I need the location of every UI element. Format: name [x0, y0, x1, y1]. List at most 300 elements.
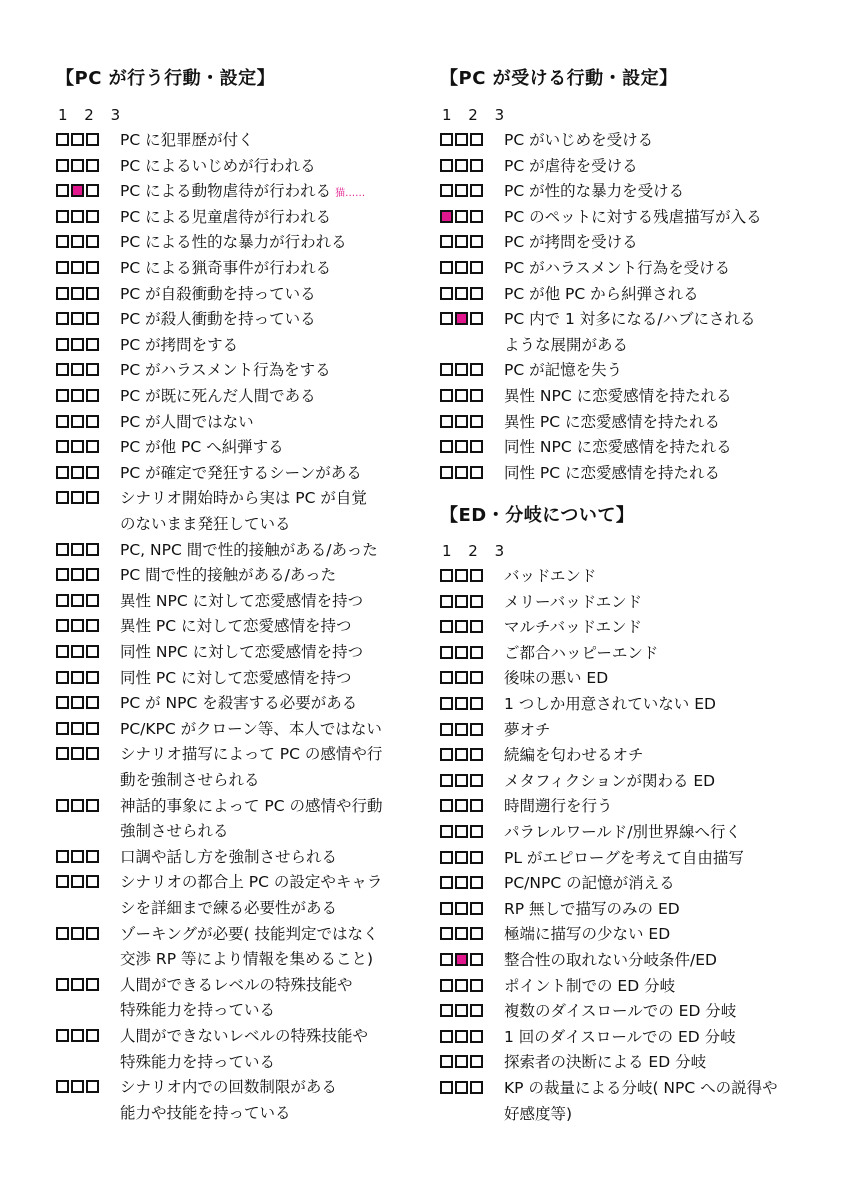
checkbox-2[interactable]: [71, 363, 84, 376]
checkbox-3[interactable]: [470, 1030, 483, 1043]
checkbox-1[interactable]: [56, 927, 69, 940]
item-text-line: ポイント制での ED 分岐: [504, 976, 676, 995]
checkbox-2[interactable]: [71, 287, 84, 300]
checkbox-1[interactable]: [56, 978, 69, 991]
checkbox-3[interactable]: [470, 569, 483, 582]
checkbox-group: [440, 440, 483, 453]
checkbox-1[interactable]: [440, 159, 453, 172]
checkbox-2[interactable]: [71, 415, 84, 428]
checkbox-1[interactable]: [440, 1030, 453, 1043]
checkbox-group: [56, 978, 99, 991]
checkbox-2[interactable]: [71, 1080, 84, 1093]
checkbox-1[interactable]: [56, 594, 69, 607]
checkbox-1[interactable]: [440, 466, 453, 479]
checkbox-1[interactable]: [56, 184, 69, 197]
checkbox-2[interactable]: [455, 1081, 468, 1094]
checkbox-3[interactable]: [470, 210, 483, 223]
checkbox-3[interactable]: [470, 825, 483, 838]
item-text-line: ご都合ハッピーエンド: [504, 643, 659, 662]
item-text: [120, 435, 440, 461]
checkbox-2[interactable]: [71, 978, 84, 991]
checkbox-2[interactable]: [71, 875, 84, 888]
item-text: [504, 615, 824, 641]
checkbox-3[interactable]: [470, 1081, 483, 1094]
checkbox-2[interactable]: [455, 440, 468, 453]
item-text-line: PC がハラスメント行為を受ける: [504, 259, 731, 277]
item-text: [120, 179, 440, 207]
checkbox-group: [440, 312, 483, 325]
checkbox-2[interactable]: [455, 595, 468, 608]
checkbox-3[interactable]: [470, 953, 483, 966]
checkbox-2[interactable]: [71, 210, 84, 223]
checkbox-2[interactable]: [455, 312, 468, 325]
checkbox-group: [56, 747, 99, 760]
checkbox-2[interactable]: [71, 645, 84, 658]
item-text-main: PC による動物虐待が行われる: [120, 182, 332, 201]
checkbox-1[interactable]: [56, 747, 69, 760]
checkbox-3[interactable]: [86, 850, 99, 863]
checkbox-2[interactable]: [71, 389, 84, 402]
item-text-line: 人間ができるレベルの特殊技能や: [120, 975, 353, 994]
item-text-line: PC, NPC 間で性的接触がある/あった: [120, 540, 378, 559]
item-text: [504, 154, 824, 180]
checkbox-1[interactable]: [440, 415, 453, 428]
checkbox-3[interactable]: [86, 568, 99, 581]
checkbox-group: [440, 184, 483, 197]
checkbox-2[interactable]: [71, 261, 84, 274]
checkbox-3[interactable]: [470, 774, 483, 787]
checkbox-3[interactable]: [470, 1004, 483, 1017]
checkbox-group: [440, 723, 483, 736]
checkbox-2[interactable]: [455, 1004, 468, 1017]
checkbox-2[interactable]: [71, 619, 84, 632]
checkbox-3[interactable]: [470, 902, 483, 915]
checkbox-group: [56, 184, 99, 197]
checkbox-group: [440, 415, 483, 428]
checkbox-2[interactable]: [455, 210, 468, 223]
checkbox-2[interactable]: [71, 747, 84, 760]
item-text: [504, 743, 824, 769]
checkbox-1[interactable]: [440, 235, 453, 248]
checkbox-2[interactable]: [455, 466, 468, 479]
checkbox-1[interactable]: [440, 646, 453, 659]
checkbox-1[interactable]: [56, 389, 69, 402]
item-text: [120, 563, 440, 589]
checkbox-3[interactable]: [86, 645, 99, 658]
checkbox-3[interactable]: [86, 799, 99, 812]
checkbox-1[interactable]: [56, 619, 69, 632]
checkbox-group: [56, 696, 99, 709]
item-text: [504, 948, 824, 974]
checkbox-3[interactable]: [86, 619, 99, 632]
item-text-line: PC が拷問を受ける: [504, 233, 638, 252]
checkbox-3[interactable]: [86, 927, 99, 940]
checkbox-2[interactable]: [455, 774, 468, 787]
checkbox-2[interactable]: [71, 159, 84, 172]
checkbox-2[interactable]: [71, 696, 84, 709]
checkbox-3[interactable]: [470, 440, 483, 453]
checkbox-group: [440, 261, 483, 274]
item-text: [504, 590, 824, 616]
item-text-line: PC が確定で発狂するシーンがある: [120, 463, 362, 482]
checkbox-2[interactable]: [71, 184, 84, 197]
checkbox-2[interactable]: [455, 569, 468, 582]
checkbox-3[interactable]: [470, 261, 483, 274]
checkbox-group: [56, 287, 99, 300]
item-text-line: 1 つしか用意されていない ED: [504, 695, 716, 713]
checkbox-1[interactable]: [440, 569, 453, 582]
checkbox-2[interactable]: [455, 1055, 468, 1068]
checkbox-1[interactable]: [440, 1004, 453, 1017]
checkbox-1[interactable]: [440, 620, 453, 633]
checkbox-2[interactable]: [455, 697, 468, 710]
checkbox-group: [56, 338, 99, 351]
checkbox-1[interactable]: [56, 133, 69, 146]
checkbox-3[interactable]: [86, 875, 99, 888]
checkbox-1[interactable]: [440, 1055, 453, 1068]
checkbox-2[interactable]: [455, 671, 468, 684]
checkbox-1[interactable]: [56, 159, 69, 172]
item-text-line: PC による性的な暴力が行われる: [120, 233, 347, 252]
item-text: [120, 794, 440, 845]
item-text: [504, 922, 824, 948]
item-text: [504, 641, 824, 667]
item-text-line: PC による猟奇事件が行われる: [120, 259, 332, 277]
item-text: [504, 179, 824, 205]
item-text: [120, 205, 440, 231]
checkbox-group: [440, 851, 483, 864]
item-text: [504, 846, 824, 872]
checkbox-3[interactable]: [470, 748, 483, 761]
checkbox-3[interactable]: [86, 594, 99, 607]
checkbox-group: [440, 210, 483, 223]
checkbox-group: [440, 799, 483, 812]
item-text: [504, 999, 824, 1025]
checkbox-1[interactable]: [440, 133, 453, 146]
checkbox-group: [440, 748, 483, 761]
checkbox-2[interactable]: [455, 133, 468, 146]
checkbox-2[interactable]: [455, 902, 468, 915]
handwritten-note: 猫……: [335, 188, 366, 200]
checkbox-3[interactable]: [86, 312, 99, 325]
item-text-line: マルチバッドエンド: [504, 618, 642, 637]
checkbox-2[interactable]: [455, 620, 468, 633]
checkbox-1[interactable]: [440, 671, 453, 684]
checkbox-2[interactable]: [71, 927, 84, 940]
checkbox-3[interactable]: [470, 723, 483, 736]
checkbox-group: [56, 671, 99, 684]
checkbox-3[interactable]: [86, 543, 99, 556]
checkbox-group: [440, 876, 483, 889]
checkbox-1[interactable]: [440, 697, 453, 710]
checkbox-2[interactable]: [455, 748, 468, 761]
checkbox-2[interactable]: [455, 363, 468, 376]
checkbox-3[interactable]: [470, 415, 483, 428]
checkbox-2[interactable]: [455, 953, 468, 966]
checkbox-3[interactable]: [86, 235, 99, 248]
checkbox-3[interactable]: [470, 287, 483, 300]
checkbox-group: [440, 389, 483, 402]
checkbox-2[interactable]: [455, 927, 468, 940]
checkbox-2[interactable]: [71, 543, 84, 556]
checkbox-2[interactable]: [455, 261, 468, 274]
checkbox-2[interactable]: [455, 799, 468, 812]
checkbox-1[interactable]: [440, 902, 453, 915]
checkbox-group: [56, 133, 99, 146]
checkbox-2[interactable]: [455, 1030, 468, 1043]
checkbox-1[interactable]: [56, 850, 69, 863]
checkbox-3[interactable]: [470, 927, 483, 940]
checkbox-1[interactable]: [56, 568, 69, 581]
checkbox-group: [56, 389, 99, 402]
checkbox-3[interactable]: [470, 671, 483, 684]
checkbox-3[interactable]: [86, 722, 99, 735]
checkbox-group: [440, 1030, 483, 1043]
item-text-line: PC に犯罪歴が付く: [120, 131, 254, 149]
checkbox-3[interactable]: [86, 671, 99, 684]
checkbox-2[interactable]: [71, 1029, 84, 1042]
checkbox-1[interactable]: [56, 491, 69, 504]
item-text-line: 異性 PC に恋愛感情を持たれる: [504, 412, 721, 431]
checkbox-3[interactable]: [470, 1055, 483, 1068]
checkbox-group: [440, 979, 483, 992]
checkbox-2[interactable]: [71, 594, 84, 607]
checkbox-2[interactable]: [71, 491, 84, 504]
checkbox-3[interactable]: [470, 697, 483, 710]
checkbox-1[interactable]: [56, 235, 69, 248]
checkbox-1[interactable]: [56, 338, 69, 351]
checkbox-group: [56, 799, 99, 812]
checkbox-group: [440, 595, 483, 608]
item-text-line: PL がエピローグを考えて自由描写: [504, 848, 744, 867]
checkbox-1[interactable]: [56, 696, 69, 709]
checkbox-3[interactable]: [470, 646, 483, 659]
checkbox-1[interactable]: [56, 466, 69, 479]
checkbox-1[interactable]: [440, 1081, 453, 1094]
item-text-line: PC/NPC の記憶が消える: [504, 874, 675, 893]
pc-received-column-numbers: 1 2 3: [442, 106, 511, 124]
item-text: [504, 1025, 824, 1051]
checkbox-group: [56, 594, 99, 607]
checkbox-3[interactable]: [86, 466, 99, 479]
checkbox-1[interactable]: [56, 645, 69, 658]
item-text: [504, 230, 824, 256]
item-text-line: 神話的事象によって PC の感情や行動: [120, 796, 383, 815]
item-text-line: PC/KPC がクローン等、本人ではない: [120, 719, 382, 738]
item-text-line: 複数のダイスロールでの ED 分岐: [504, 1002, 737, 1021]
checkbox-3[interactable]: [86, 287, 99, 300]
checkbox-group: [440, 287, 483, 300]
item-text: [120, 230, 440, 256]
checkbox-1[interactable]: [56, 415, 69, 428]
item-text: [120, 691, 440, 717]
item-text-line: PC が他 PC へ糾弾する: [120, 438, 284, 457]
checkbox-1[interactable]: [440, 723, 453, 736]
checkbox-1[interactable]: [440, 953, 453, 966]
checkbox-3[interactable]: [470, 620, 483, 633]
checkbox-1[interactable]: [440, 210, 453, 223]
checkbox-1[interactable]: [56, 722, 69, 735]
checkbox-1[interactable]: [56, 671, 69, 684]
checkbox-1[interactable]: [56, 799, 69, 812]
checkbox-group: [56, 619, 99, 632]
checkbox-2[interactable]: [71, 722, 84, 735]
item-text-line: シナリオ描写によって PC の感情や行: [120, 745, 383, 764]
item-text: [120, 410, 440, 436]
checkbox-2[interactable]: [455, 979, 468, 992]
checkbox-1[interactable]: [56, 287, 69, 300]
item-text-line: 整合性の取れない分岐条件/ED: [504, 951, 717, 969]
item-text: [120, 333, 440, 359]
item-text-line: PC によるいじめが行われる: [120, 156, 316, 175]
checkbox-1[interactable]: [56, 875, 69, 888]
checkbox-2[interactable]: [455, 876, 468, 889]
item-text-line: PC が記憶を失う: [504, 361, 623, 380]
checkbox-2[interactable]: [455, 825, 468, 838]
checkbox-2[interactable]: [455, 646, 468, 659]
item-text: [120, 666, 440, 692]
checkbox-1[interactable]: [440, 851, 453, 864]
checkbox-1[interactable]: [440, 748, 453, 761]
checkbox-3[interactable]: [86, 159, 99, 172]
checkbox-3[interactable]: [86, 1029, 99, 1042]
item-text-line: 同性 NPC に対して恋愛感情を持つ: [120, 643, 364, 661]
checkbox-3[interactable]: [86, 338, 99, 351]
checkbox-3[interactable]: [86, 696, 99, 709]
checkbox-1[interactable]: [56, 312, 69, 325]
checkbox-3[interactable]: [470, 595, 483, 608]
checkbox-1[interactable]: [440, 979, 453, 992]
checkbox-2[interactable]: [71, 799, 84, 812]
item-text: [120, 486, 440, 537]
checkbox-3[interactable]: [86, 1080, 99, 1093]
item-text-line: 1 回のダイスロールでの ED 分岐: [504, 1027, 736, 1046]
item-text: [120, 1075, 440, 1126]
item-text: [120, 256, 440, 282]
checkbox-2[interactable]: [455, 851, 468, 864]
checkbox-3[interactable]: [470, 235, 483, 248]
item-text-line: PC が他 PC から糾弾される: [504, 284, 699, 303]
checkbox-1[interactable]: [440, 287, 453, 300]
item-text: [504, 718, 824, 744]
checkbox-1[interactable]: [440, 799, 453, 812]
checkbox-3[interactable]: [470, 184, 483, 197]
checkbox-3[interactable]: [86, 440, 99, 453]
item-text: [120, 922, 440, 973]
checkbox-1[interactable]: [440, 595, 453, 608]
checkbox-2[interactable]: [455, 723, 468, 736]
item-text: [504, 692, 824, 718]
checkbox-3[interactable]: [86, 210, 99, 223]
checkbox-1[interactable]: [440, 312, 453, 325]
checkbox-3[interactable]: [470, 979, 483, 992]
checkbox-1[interactable]: [56, 543, 69, 556]
checkbox-1[interactable]: [440, 184, 453, 197]
item-text: [504, 769, 824, 795]
checkbox-2[interactable]: [455, 415, 468, 428]
checkbox-1[interactable]: [440, 261, 453, 274]
checkbox-1[interactable]: [56, 363, 69, 376]
checkbox-3[interactable]: [470, 312, 483, 325]
checkbox-1[interactable]: [440, 825, 453, 838]
item-text-line: 交渉 RP 等により情報を集めること): [120, 950, 374, 969]
checkbox-3[interactable]: [86, 978, 99, 991]
checkbox-1[interactable]: [56, 210, 69, 223]
item-text-line: 後味の悪い ED: [504, 669, 609, 688]
checkbox-group: [56, 235, 99, 248]
checkbox-3[interactable]: [470, 799, 483, 812]
checkbox-1[interactable]: [440, 876, 453, 889]
checkbox-3[interactable]: [470, 389, 483, 402]
checkbox-3[interactable]: [470, 876, 483, 889]
checkbox-3[interactable]: [470, 133, 483, 146]
checkbox-2[interactable]: [455, 287, 468, 300]
checkbox-1[interactable]: [440, 440, 453, 453]
checkbox-3[interactable]: [86, 261, 99, 274]
checkbox-group: [440, 902, 483, 915]
item-text-line: 時間遡行を行う: [504, 797, 613, 816]
item-text: [120, 358, 440, 384]
checkbox-3[interactable]: [86, 415, 99, 428]
checkbox-3[interactable]: [470, 363, 483, 376]
checkbox-1[interactable]: [56, 440, 69, 453]
checkbox-3[interactable]: [86, 389, 99, 402]
item-text: [504, 820, 824, 846]
checkbox-2[interactable]: [455, 389, 468, 402]
checkbox-2[interactable]: [71, 235, 84, 248]
item-text-line: PC が拷問をする: [120, 335, 239, 354]
item-text-line: PC が NPC を殺害する必要がある: [120, 694, 358, 713]
checkbox-2[interactable]: [71, 568, 84, 581]
item-text: [120, 614, 440, 640]
checkbox-2[interactable]: [455, 159, 468, 172]
checkbox-2[interactable]: [71, 440, 84, 453]
checkbox-3[interactable]: [86, 184, 99, 197]
checkbox-1[interactable]: [56, 1080, 69, 1093]
checkbox-2[interactable]: [455, 184, 468, 197]
checkbox-3[interactable]: [470, 159, 483, 172]
item-text-line: PC による児童虐待が行われる: [120, 207, 332, 226]
checkbox-3[interactable]: [470, 851, 483, 864]
item-text-line: ような展開がある: [504, 335, 629, 354]
item-text-line: PC 間で性的接触がある/あった: [120, 566, 337, 585]
item-text: [504, 128, 824, 154]
checkbox-group: [440, 1004, 483, 1017]
checkbox-3[interactable]: [470, 466, 483, 479]
checkbox-3[interactable]: [86, 363, 99, 376]
checkbox-1[interactable]: [440, 774, 453, 787]
checkbox-3[interactable]: [86, 133, 99, 146]
checkbox-1[interactable]: [440, 363, 453, 376]
checkbox-3[interactable]: [86, 747, 99, 760]
item-text-line: 異性 NPC に恋愛感情を持たれる: [504, 387, 732, 405]
checkbox-2[interactable]: [71, 133, 84, 146]
checkbox-1[interactable]: [56, 1029, 69, 1042]
checkbox-1[interactable]: [56, 261, 69, 274]
checkbox-2[interactable]: [71, 671, 84, 684]
checkbox-3[interactable]: [86, 491, 99, 504]
item-text-line: [120, 179, 440, 207]
checkbox-2[interactable]: [455, 235, 468, 248]
item-text-line: 特殊能力を持っている: [120, 1001, 276, 1020]
item-text-line: のないまま発狂している: [120, 514, 291, 533]
checkbox-2[interactable]: [71, 466, 84, 479]
checkbox-2[interactable]: [71, 338, 84, 351]
checkbox-1[interactable]: [440, 927, 453, 940]
checkbox-2[interactable]: [71, 312, 84, 325]
checkbox-1[interactable]: [440, 389, 453, 402]
checkbox-2[interactable]: [71, 850, 84, 863]
